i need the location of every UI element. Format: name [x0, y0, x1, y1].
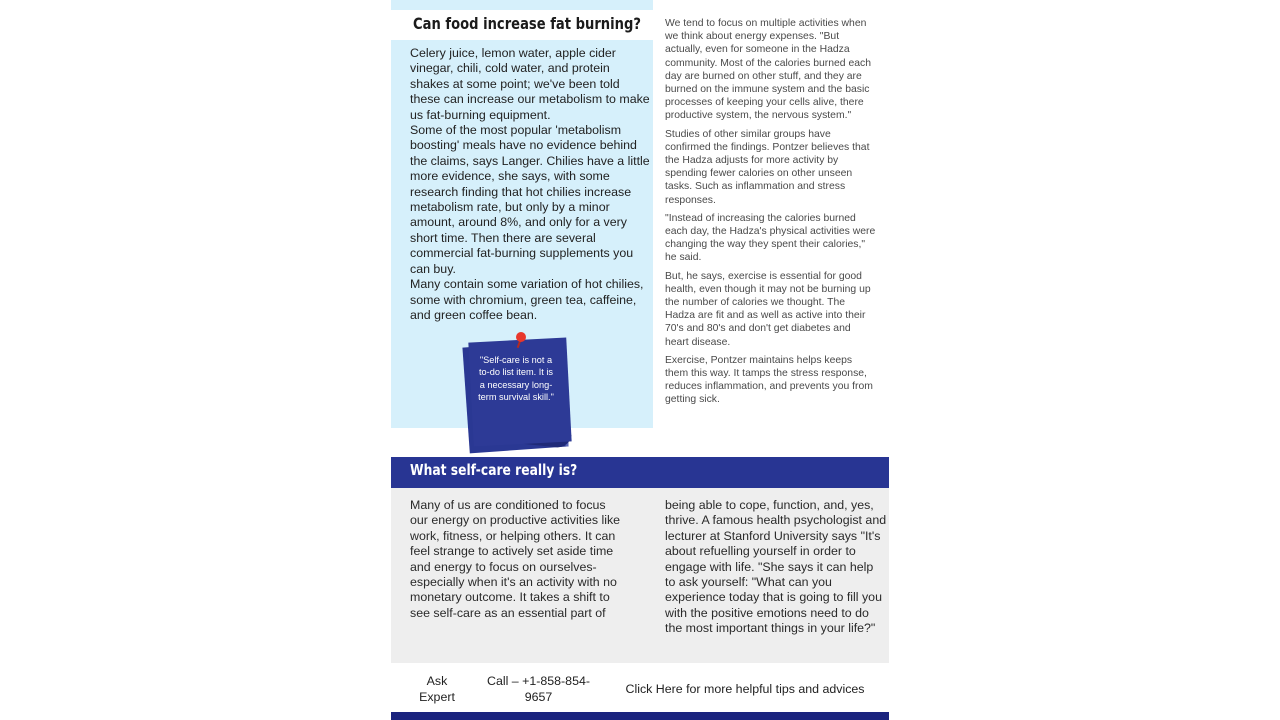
hadza-text — [665, 17, 877, 412]
sticky-note-quote: "Self-care is not a to-do list item. It is a necessary long-term survival skill." — [478, 355, 554, 402]
section-heading-fat-burning: Can food increase fat burning? — [413, 14, 641, 33]
pushpin-icon — [516, 332, 526, 342]
fat-burning-text — [410, 46, 650, 323]
paragraph: Some of the most popular 'metabolism boosting' meals have no evidence behind the claims, says Langer. Chilies have a little more evidence, she says, with some research finding that hot chilies increase metabolism rate, but only by a minor amount, around 8%, and only for a very short time. Then there are several commercial fat-burning supplements you can buy. — [410, 123, 650, 276]
self-care-column-2: being able to cope, function, and, yes, thrive. A famous health psychologist and lecturer at Stanford University says "It's about refuelling yourself in order to engage with life. "She says it can help to ask yourself: "What can you experience today that is going to fill you with the positive emotions need to do the most important things in your life?" — [665, 498, 887, 636]
paragraph: "Instead of increasing the calories burned each day, the Hadza's physical activities were changing the way they spent their calories," he said. — [665, 212, 876, 264]
self-care-column-1: Many of us are conditioned to focus our energy on productive activities like work, fitness, or helping others. It can feel strange to actively set aside time and energy to focus on ourselves-especially when it's an activity with no monetary outcome. It takes a shift to see self-care as an essential part of — [410, 498, 621, 620]
paragraph: But, he says, exercise is essential for good health, even though it may not be burning up the number of calories we thought. The Hadza are fit and as well as active into their 70's and 80's and don't get diabetes and heart disease. — [665, 270, 871, 348]
tips-link[interactable]: Click Here for more helpful tips and advices — [625, 682, 865, 696]
ask-expert-link[interactable]: Ask Expert — [419, 674, 455, 704]
paragraph: Studies of other similar groups have confirmed the findings. Pontzer believes that the Hadza adjusts for more activity by spending fewer calories on other unseen tasks. Such as inflammation and stress responses. — [665, 128, 870, 206]
section-heading-self-care: What self-care really is? — [410, 461, 578, 479]
call-link[interactable]: Call – +1-858-854-9657 — [487, 674, 590, 704]
bottom-bar — [391, 712, 889, 720]
sticky-note — [461, 332, 573, 454]
paragraph: We tend to focus on multiple activities when we think about energy expenses. "But actually, even for someone in the Hadza community. Most of the calories burned each day are burned on other stuff, and they are burned on the immune system and the basic processes of keeping your cells alive, there productive system, the nervous system." — [665, 18, 871, 122]
paragraph: Many contain some variation of hot chilies, some with chromium, green tea, caffeine, and green coffee bean. — [410, 277, 644, 322]
document-page — [391, 0, 889, 720]
top-strip — [391, 0, 653, 10]
paragraph: Celery juice, lemon water, apple cider vinegar, chili, cold water, and protein shakes at some point; we've been told these can increase our metabolism to make us fat-burning equipment. — [410, 46, 650, 122]
paragraph: Exercise, Pontzer maintains helps keeps them this way. It tamps the stress response, reduces inflammation, and prevents you from getting sick. — [665, 354, 873, 406]
